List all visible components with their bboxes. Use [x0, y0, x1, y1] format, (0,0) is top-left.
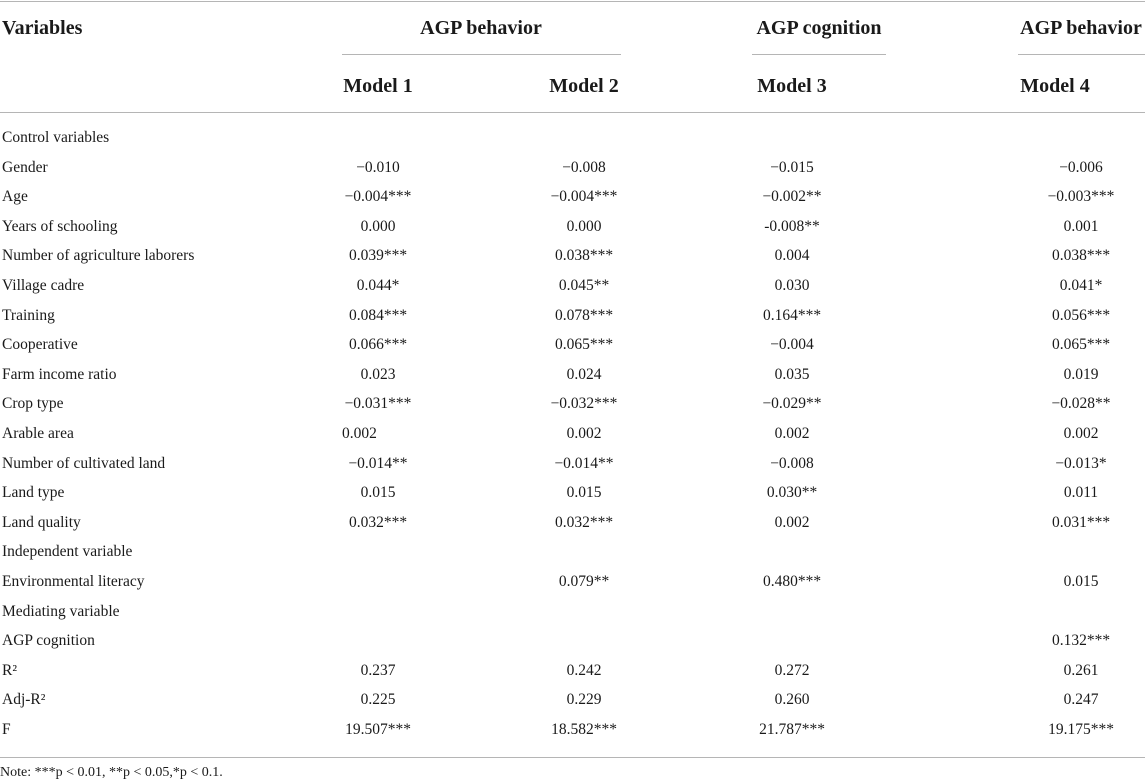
row-label: Mediating variable [2, 602, 120, 620]
cell-model-1: 0.039*** [348, 247, 408, 265]
cell-model-2: 0.078*** [554, 306, 614, 324]
table-bottom-rule [0, 757, 1145, 758]
row-label: Crop type [2, 395, 64, 413]
cell-model-3: -0.008** [764, 217, 820, 235]
row-label: F [2, 721, 11, 738]
row-label: Control variables [2, 129, 110, 146]
cell-model-1: 0.044* [356, 277, 400, 294]
cell-model-4: 0.031*** [1051, 513, 1111, 531]
table-row [0, 687, 1145, 717]
row-label: R² [2, 661, 17, 679]
group-span-rule-cognition [752, 54, 886, 55]
cell-model-2: 0.000 [566, 217, 602, 235]
row-label: AGP cognition [2, 632, 95, 650]
cell-model-4: 0.041* [1059, 277, 1103, 294]
cell-model-3: 0.004 [774, 247, 810, 265]
cell-model-3: −0.004 [770, 336, 814, 354]
cell-model-2: 0.242 [566, 661, 602, 679]
group-span-rule-behavior-2 [1018, 54, 1145, 55]
table-top-rule [0, 1, 1145, 2]
cell-model-4: 0.132*** [1051, 632, 1111, 650]
cell-model-3: 0.002 [774, 425, 810, 442]
table-row [0, 125, 1145, 155]
table-row [0, 214, 1145, 244]
cell-model-2: 0.002 [566, 425, 602, 442]
cell-model-3: 0.480*** [762, 573, 822, 590]
group-span-rule-behavior [342, 54, 621, 55]
table-row [0, 391, 1145, 421]
cell-model-2: 18.582*** [551, 721, 617, 738]
cell-model-3: 0.002 [774, 513, 810, 531]
table-row [0, 303, 1145, 333]
cell-model-4: 0.011 [1063, 484, 1099, 502]
table-row [0, 510, 1145, 540]
cell-model-1: 0.023 [360, 365, 396, 383]
table-row [0, 451, 1145, 481]
cell-model-2: 0.015 [566, 484, 602, 502]
cell-model-4: 0.065*** [1051, 336, 1111, 354]
cell-model-2: −0.008 [562, 158, 606, 176]
table-note: Note: ***p < 0.01, **p < 0.05,*p < 0.1. [0, 765, 223, 780]
table-row [0, 599, 1145, 629]
table-row [0, 155, 1145, 185]
cell-model-4: −0.006 [1059, 158, 1103, 176]
table-row [0, 332, 1145, 362]
cell-model-1: −0.014** [348, 454, 408, 472]
row-label: Gender [2, 158, 48, 176]
cell-model-1: 0.002 [342, 425, 377, 442]
cell-model-3: −0.008 [770, 454, 814, 472]
row-label: Training [2, 306, 55, 324]
cell-model-4: 19.175*** [1048, 721, 1114, 738]
table-row [0, 717, 1145, 747]
cell-model-1: 0.032*** [348, 513, 408, 531]
header-bottom-rule [0, 112, 1145, 113]
row-label: Adj-R² [2, 691, 46, 709]
row-label: Age [2, 188, 28, 206]
table-row [0, 421, 1145, 451]
header-group-agp-cognition: AGP cognition [756, 17, 882, 39]
cell-model-3: 0.030 [774, 277, 810, 294]
cell-model-3: 21.787*** [759, 721, 825, 738]
cell-model-2: 0.038*** [554, 247, 614, 265]
header-group-agp-behavior: AGP behavior [420, 17, 542, 39]
row-label: Farm income ratio [2, 365, 117, 383]
cell-model-4: 0.038*** [1051, 247, 1111, 265]
cell-model-4: 0.247 [1063, 691, 1099, 709]
table-row [0, 184, 1145, 214]
cell-model-1: 0.015 [360, 484, 396, 502]
cell-model-3: −0.015 [770, 158, 814, 176]
row-label: Number of cultivated land [2, 454, 166, 472]
cell-model-2: 0.079** [558, 573, 610, 590]
table-row [0, 480, 1145, 510]
row-label: Number of agriculture laborers [2, 247, 195, 265]
cell-model-1: 0.066*** [348, 336, 408, 354]
cell-model-2: 0.229 [566, 691, 602, 709]
header-model-4: Model 4 [1020, 75, 1090, 97]
table-row [0, 243, 1145, 273]
cell-model-3: 0.035 [774, 365, 810, 383]
table-row [0, 569, 1145, 599]
cell-model-1: 19.507*** [345, 721, 411, 738]
cell-model-1: −0.031*** [344, 395, 412, 413]
cell-model-2: 0.065*** [554, 336, 614, 354]
row-label: Independent variable [2, 543, 133, 561]
table-row [0, 628, 1145, 658]
cell-model-2: 0.032*** [554, 513, 614, 531]
table-row [0, 658, 1145, 688]
row-label: Years of schooling [2, 217, 118, 235]
cell-model-1: −0.010 [356, 158, 400, 176]
header-model-1: Model 1 [343, 75, 413, 97]
cell-model-2: 0.024 [566, 365, 602, 383]
header-variables: Variables [2, 17, 83, 39]
table-row [0, 539, 1145, 569]
cell-model-3: 0.260 [774, 691, 810, 709]
cell-model-4: −0.013* [1055, 454, 1107, 472]
cell-model-4: 0.001 [1063, 217, 1099, 235]
cell-model-4: 0.261 [1063, 661, 1099, 679]
cell-model-4: 0.002 [1063, 425, 1099, 442]
table-row [0, 273, 1145, 303]
row-label: Cooperative [2, 336, 78, 354]
cell-model-4: 0.015 [1063, 573, 1099, 590]
header-model-3: Model 3 [757, 75, 827, 97]
cell-model-4: −0.028** [1051, 395, 1111, 413]
header-model-2: Model 2 [549, 75, 619, 97]
cell-model-2: −0.032*** [550, 395, 618, 413]
cell-model-1: 0.084*** [348, 306, 408, 324]
cell-model-2: 0.045** [558, 277, 610, 294]
cell-model-4: 0.019 [1063, 365, 1099, 383]
cell-model-1: 0.237 [360, 661, 396, 679]
cell-model-1: 0.225 [360, 691, 396, 709]
cell-model-2: −0.014** [554, 454, 614, 472]
cell-model-3: 0.272 [774, 661, 810, 679]
cell-model-3: 0.164*** [762, 306, 822, 324]
row-label: Village cadre [2, 277, 85, 294]
cell-model-3: −0.029** [762, 395, 822, 413]
cell-model-3: 0.030** [766, 484, 818, 502]
cell-model-4: 0.056*** [1051, 306, 1111, 324]
cell-model-2: −0.004*** [550, 188, 618, 206]
cell-model-4: −0.003*** [1047, 188, 1115, 206]
row-label: Arable area [2, 425, 74, 442]
table-row [0, 362, 1145, 392]
row-label: Land quality [2, 513, 81, 531]
row-label: Land type [2, 484, 65, 502]
cell-model-1: −0.004*** [344, 188, 412, 206]
cell-model-1: 0.000 [360, 217, 396, 235]
header-group-agp-behavior-2: AGP behavior [1020, 17, 1142, 39]
cell-model-3: −0.002** [762, 188, 822, 206]
row-label: Environmental literacy [2, 573, 145, 590]
